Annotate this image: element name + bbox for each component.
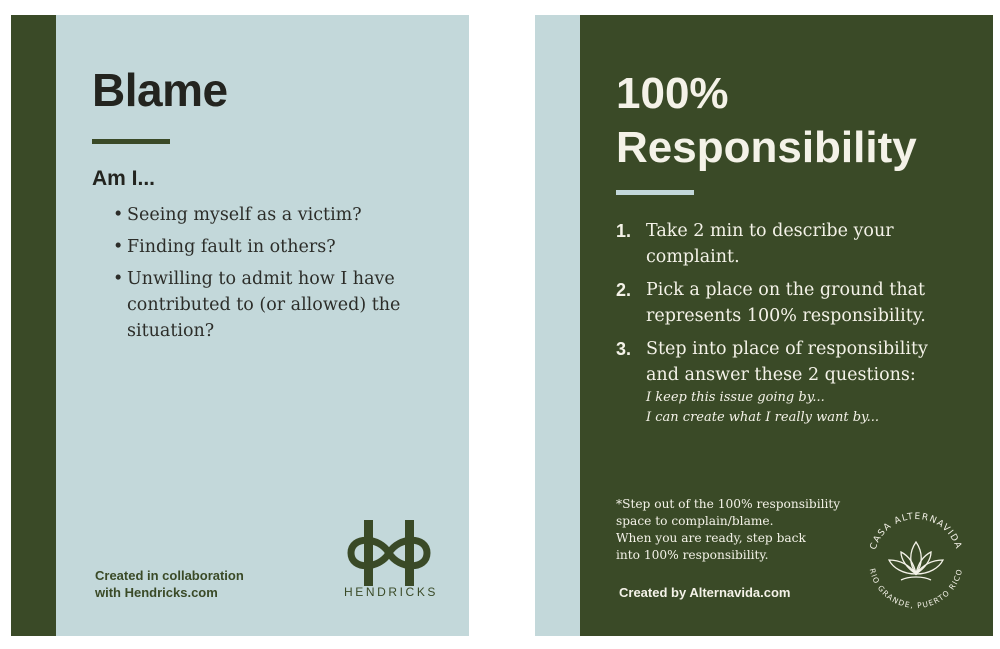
list-item-text: Unwilling to admit how I have contributed to (or allowed) the situation? xyxy=(127,269,401,341)
blame-question-list xyxy=(113,202,433,350)
seal-bottom-text: RIO GRANDE, PUERTO RICO xyxy=(867,567,965,611)
title-divider xyxy=(616,190,694,195)
step-number: 2. xyxy=(616,280,632,300)
bullet: • xyxy=(113,237,124,257)
list-item-text: Finding fault in others? xyxy=(127,237,336,257)
card-stripe xyxy=(11,15,56,636)
casa-alternavida-seal-icon xyxy=(857,502,975,620)
footnote-line: When you are ready, step back xyxy=(616,531,806,545)
step-text: Take 2 min to describe your complaint. xyxy=(646,221,894,267)
step-question: I can create what I really want by... xyxy=(646,410,880,425)
step-number: 1. xyxy=(616,221,632,241)
title-line: 100% xyxy=(616,69,729,118)
svg-text:CASA ALTERNAVIDA xyxy=(869,512,964,551)
bullet: • xyxy=(113,269,124,289)
responsibility-card xyxy=(535,15,993,636)
steps-list xyxy=(616,218,956,435)
footnote-line: *Step out of the 100% responsibility xyxy=(616,497,841,511)
step-question: I keep this issue going by... xyxy=(646,390,825,405)
card-title xyxy=(616,67,976,175)
list-item-text: Seeing myself as a victim? xyxy=(127,205,362,225)
alternavida-credit: Created by Alternavida.com xyxy=(619,585,791,600)
lotus-icon xyxy=(889,542,943,580)
hendricks-logo-icon xyxy=(343,518,435,588)
list-item xyxy=(113,234,433,260)
credit-line: Created in collaboration xyxy=(95,568,244,583)
card-title: Blame xyxy=(92,64,228,116)
bullet: • xyxy=(113,205,124,225)
step-text: Pick a place on the ground that represents 100% responsibility. xyxy=(646,280,926,326)
step-text: Step into place of responsibility and answer these 2 questions: xyxy=(646,339,928,385)
card-subheading: Am I... xyxy=(92,167,156,190)
credit-line: with Hendricks.com xyxy=(95,585,218,600)
footnote-line: into 100% responsibility. xyxy=(616,548,769,562)
seal-top-text: CASA ALTERNAVIDA xyxy=(868,511,964,552)
footnote xyxy=(616,496,856,564)
list-item xyxy=(113,202,433,228)
blame-card xyxy=(11,15,469,636)
step-number: 3. xyxy=(616,339,632,359)
title-line: Responsibility xyxy=(616,123,917,172)
collaboration-credit xyxy=(95,567,285,601)
hendricks-wordmark: HENDRICKS xyxy=(343,585,439,599)
title-divider xyxy=(92,139,170,144)
card-stripe xyxy=(535,15,580,636)
step-item xyxy=(616,277,956,329)
footnote-line: space to complain/blame. xyxy=(616,514,774,528)
step-item xyxy=(616,218,956,270)
list-item xyxy=(113,266,433,344)
step-item xyxy=(616,336,956,428)
